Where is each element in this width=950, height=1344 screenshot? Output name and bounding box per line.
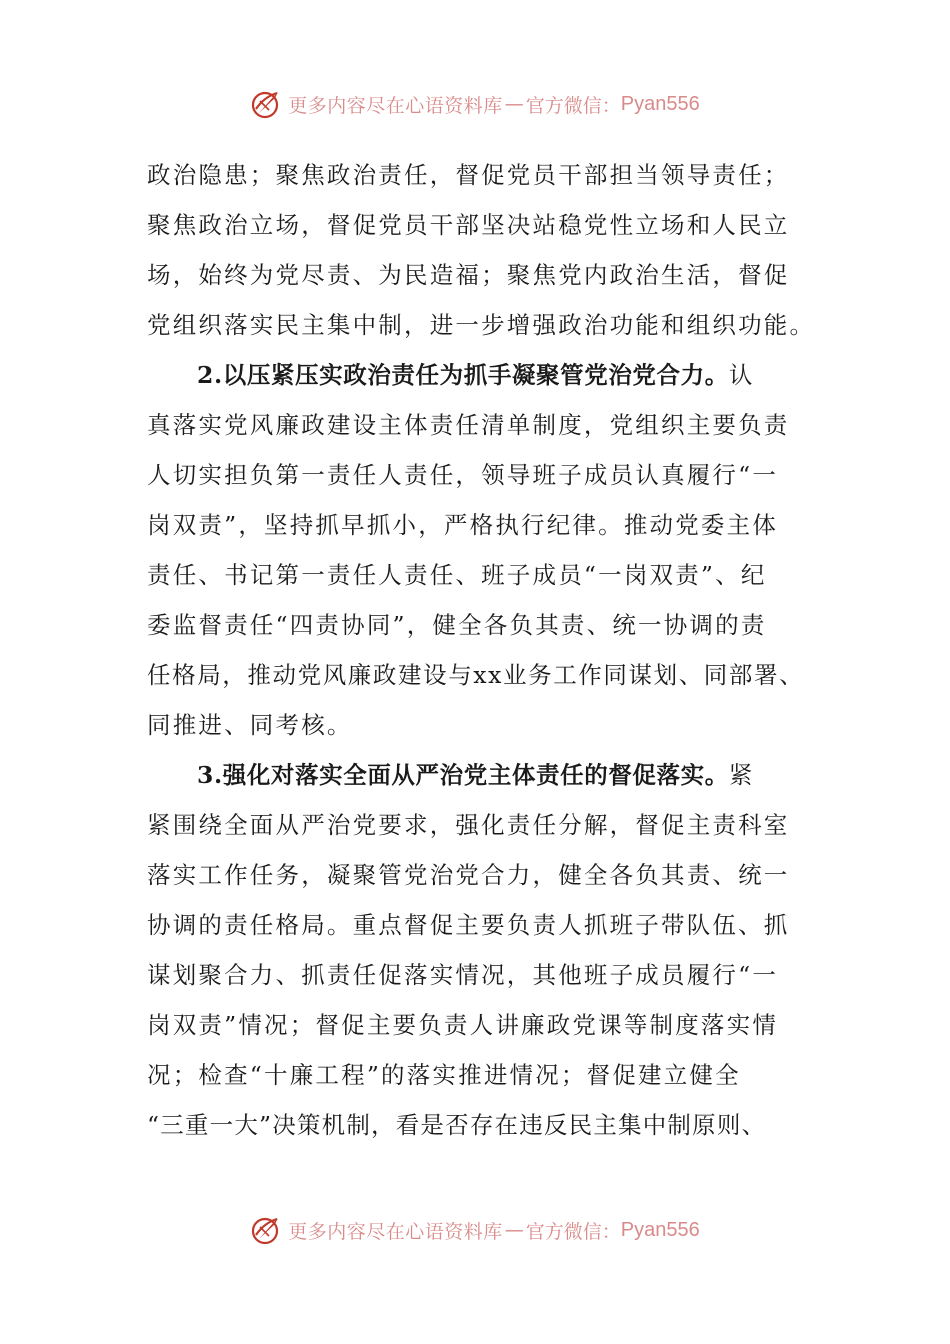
text-line: 同推进、同考核。 [147,711,353,739]
header-banner [0,84,950,124]
paragraph-3-tail: 紧 [728,761,755,789]
text-line: 党组织落实民主集中制，进一步增强政治功能和组织功能。 [147,311,816,339]
banner-dash: — [504,93,524,115]
text-line: 真落实党风廉政建设主体责任清单制度，党组织主要负责 [147,411,790,439]
banner-wechat-id: Pyan556 [620,92,700,115]
pen-logo-icon [250,1213,284,1247]
text-line: 谋划聚合力、抓责任促落实情况，其他班子成员履行“一 [147,961,779,989]
text-line: 协调的责任格局。重点督促主要负责人抓班子带队伍、抓 [147,911,790,939]
text-line: 岗双责”，坚持抓早抓小，严格执行纪律。推动党委主体 [147,511,779,539]
text-line: 紧围绕全面从严治党要求，强化责任分解，督促主责科室 [147,811,790,839]
paragraph-3-first-line [147,750,817,800]
banner-wechat-label: 官方微信： [525,1220,621,1243]
paragraph-2-first-line [147,350,817,400]
text-line: 落实工作任务，凝聚管党治党合力，健全各负其责、统一 [147,861,790,889]
banner-wechat-id: Pyan556 [620,1218,700,1241]
text-line: 岗双责”情况；督促主要负责人讲廉政党课等制度落实情 [147,1011,779,1039]
paragraph-3-heading: 3.强化对落实全面从严治党主体责任的督促落实。 [197,761,729,789]
banner-wechat-label: 官方微信： [525,94,621,117]
text-line: 人切实担负第一责任人责任，领导班子成员认真履行“一 [147,461,779,489]
paragraph-2-tail: 认 [728,361,755,389]
text-line: “三重一大”决策机制，看是否存在违反民主集中制原则、 [147,1111,767,1139]
text-line: 任格局，推动党风廉政建设与xx业务工作同谋划、同部署、 [147,661,805,689]
text-line: 况；检查“十廉工程”的落实推进情况；督促建立健全 [147,1061,741,1089]
text-line: 政治隐患；聚焦政治责任，督促党员干部担当领导责任； [147,161,790,189]
text-line: 场，始终为党尽责、为民造福；聚焦党内政治生活，督促 [147,261,790,289]
banner-site-text: 更多内容尽在心语资料库 [288,94,503,117]
footer-banner [0,1210,950,1250]
text-line: 聚焦政治立场，督促党员干部坚决站稳党性立场和人民立 [147,211,790,239]
banner-dash: — [504,1219,524,1241]
banner-site-text: 更多内容尽在心语资料库 [288,1220,503,1243]
pen-logo-icon [250,87,284,121]
paragraph-2-heading: 2.以压紧压实政治责任为抓手凝聚管党治党合力。 [197,361,729,389]
text-line: 委监督责任“四责协同”，健全各负其责、统一协调的责 [147,611,767,639]
text-line: 责任、书记第一责任人责任、班子成员“一岗双责”、纪 [147,561,767,589]
document-body [147,150,817,1150]
